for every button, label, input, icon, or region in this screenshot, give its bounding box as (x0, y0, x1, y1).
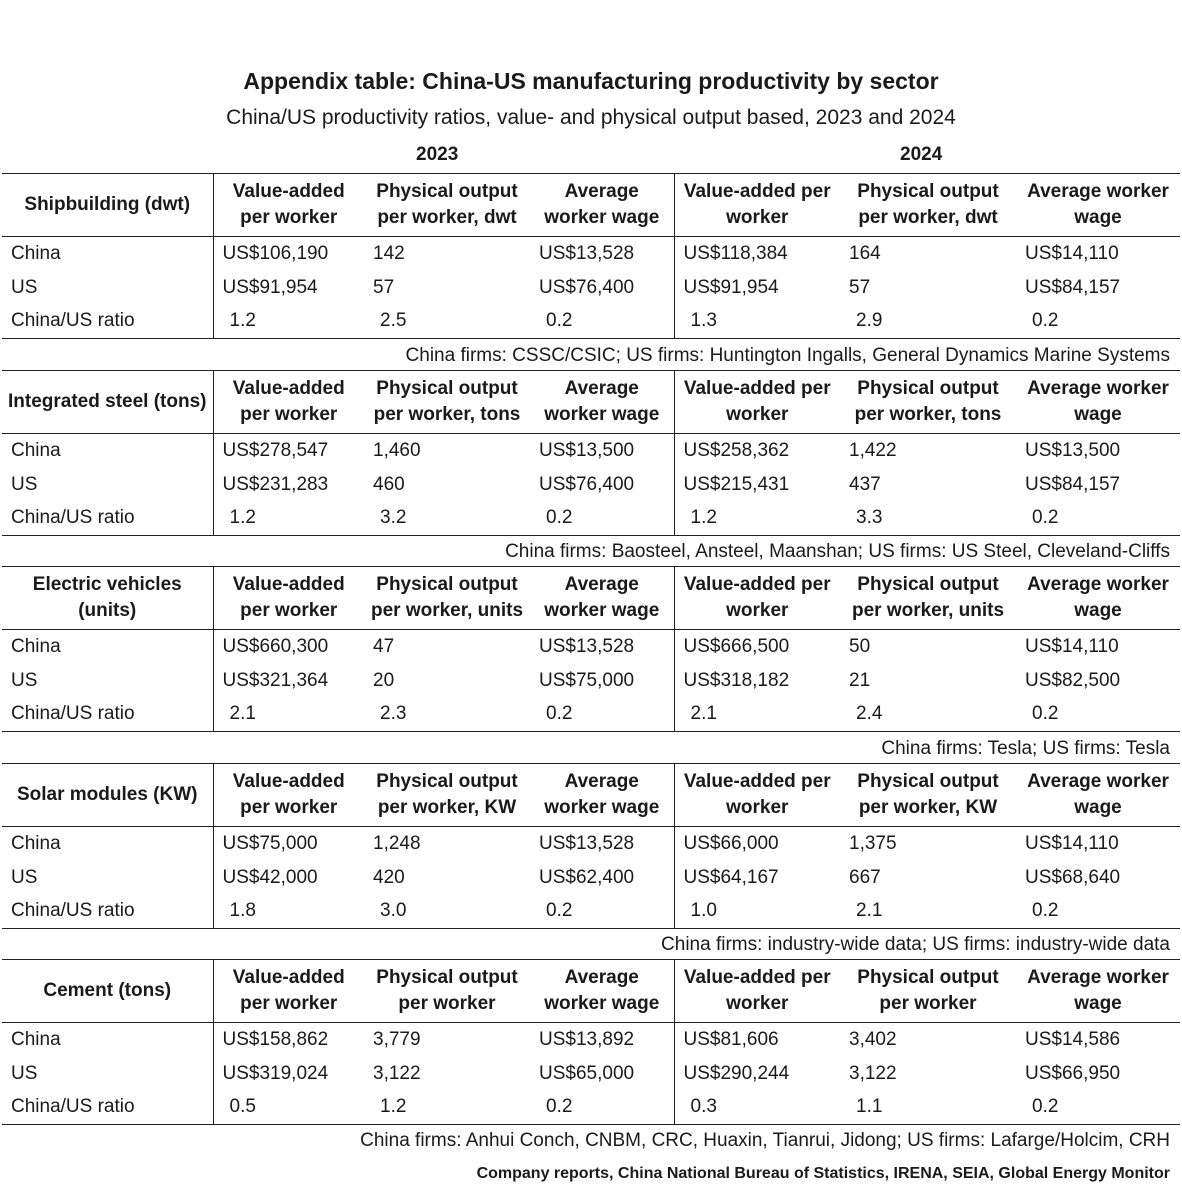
table-row (2, 271, 1180, 305)
table-cell: US$321,364 (222, 669, 329, 691)
row-label: US (2, 664, 213, 698)
column-header: Value-added per worker (213, 174, 364, 237)
header-row (2, 960, 1180, 1023)
column-header: Physical output per worker, tons (840, 371, 1016, 434)
table-cell: 3,122 (849, 1062, 897, 1084)
source-note: Company reports, China National Bureau of Statistics, IRENA, SEIA, Global Energy Monitor (476, 1165, 1170, 1182)
column-header: Physical output per worker, KW (840, 764, 1016, 827)
table-cell: 0.2 (530, 502, 674, 536)
table-cell: US$84,157 (1025, 276, 1121, 298)
table-cell: US$290,244 (683, 1062, 790, 1084)
table-cell: 0.5 (213, 1091, 364, 1125)
column-header: Value-added per worker (213, 567, 364, 630)
table-cell: US$75,000 (530, 664, 674, 698)
row-label: US (2, 468, 213, 502)
table-cell: 420 (373, 866, 405, 888)
table-cell: 1,460 (373, 439, 421, 461)
page-title: Appendix table: China-US manufacturing productivity by sector (243, 68, 939, 94)
table-row (2, 630, 1180, 664)
column-header: Value-added per worker (213, 764, 364, 827)
table-cell: 1.2 (213, 502, 364, 536)
table-cell: 1,248 (373, 832, 421, 854)
table-cell: US$84,157 (1025, 473, 1121, 495)
firms-note: China firms: Tesla; US firms: Tesla (881, 738, 1170, 759)
table-cell: US$13,528 (530, 630, 674, 664)
table-cell: US$66,000 (683, 832, 779, 854)
table-cell: 57 (373, 276, 395, 298)
table-cell: US$65,000 (530, 1057, 674, 1091)
table-cell: 0.2 (1016, 502, 1180, 536)
table-row (2, 861, 1180, 895)
table-cell: 1.3 (674, 305, 840, 339)
table-row (2, 1023, 1180, 1057)
table-cell: US$106,190 (222, 242, 329, 264)
sector-name: Electric vehicles (units) (2, 567, 213, 630)
table-row (2, 895, 1180, 929)
table-cell: US$91,954 (222, 276, 318, 298)
table-cell: 0.2 (1016, 698, 1180, 732)
column-header: Physical output per worker, dwt (364, 174, 530, 237)
table-cell: 3.0 (364, 895, 530, 929)
table-cell: US$68,640 (1025, 866, 1121, 888)
table-cell: US$13,500 (1025, 439, 1121, 461)
table-cell: 667 (849, 866, 881, 888)
table-row (2, 1091, 1180, 1125)
table-cell: US$13,528 (530, 827, 674, 861)
sector-table (2, 370, 1180, 536)
column-header: Physical output per worker, units (364, 567, 530, 630)
column-header: Physical output per worker, tons (364, 371, 530, 434)
row-label: US (2, 861, 213, 895)
column-header: Value-added per worker (674, 764, 840, 827)
table-cell: US$14,586 (1025, 1028, 1121, 1050)
table-cell: US$82,500 (1025, 669, 1121, 691)
table-cell: 3.2 (364, 502, 530, 536)
table-cell: 2.1 (674, 698, 840, 732)
table-cell: 1.1 (840, 1091, 1016, 1125)
header-row (2, 567, 1180, 630)
table-cell: 1.2 (213, 305, 364, 339)
table-row (2, 1057, 1180, 1091)
table-cell: 0.3 (674, 1091, 840, 1125)
table-cell: US$62,400 (530, 861, 674, 895)
table-cell: US$13,500 (530, 434, 674, 468)
table-cell: US$14,110 (1025, 242, 1119, 264)
table-row (2, 664, 1180, 698)
row-label: US (2, 1057, 213, 1091)
page-subtitle: China/US productivity ratios, value- and physical output based, 2023 and 2024 (226, 106, 956, 129)
sector-table (2, 566, 1180, 732)
table-cell: 2.9 (840, 305, 1016, 339)
table-row (2, 305, 1180, 339)
column-header: Value-added per worker (674, 174, 840, 237)
table-cell: US$76,400 (530, 271, 674, 305)
table-cell: US$258,362 (683, 439, 790, 461)
table-cell: US$14,110 (1025, 635, 1119, 657)
sector-name: Solar modules (KW) (2, 764, 213, 827)
header-row (2, 764, 1180, 827)
year-2023-header: 2023 (416, 144, 459, 165)
row-label: China/US ratio (2, 305, 213, 339)
table-row (2, 237, 1180, 271)
table-row (2, 434, 1180, 468)
header-row (2, 371, 1180, 434)
firms-note: China firms: industry-wide data; US firms: industry-wide data (661, 934, 1170, 955)
column-header: Physical output per worker, units (840, 567, 1016, 630)
table-cell: US$91,954 (683, 276, 779, 298)
table-cell: 3,779 (373, 1028, 421, 1050)
table-cell: US$42,000 (222, 866, 318, 888)
row-label: China/US ratio (2, 698, 213, 732)
table-cell: US$278,547 (222, 439, 329, 461)
table-cell: US$318,182 (683, 669, 790, 691)
table-cell: 0.2 (1016, 895, 1180, 929)
table-cell: US$64,167 (683, 866, 779, 888)
table-cell: 3,122 (373, 1062, 421, 1084)
column-header: Average worker wage (530, 371, 674, 434)
firms-note: China firms: Anhui Conch, CNBM, CRC, Huaxin, Tianrui, Jidong; US firms: Lafarge/Holcim, CRH (360, 1130, 1170, 1151)
table-cell: 460 (373, 473, 405, 495)
sector-name: Shipbuilding (dwt) (2, 174, 213, 237)
column-header: Physical output per worker (840, 960, 1016, 1023)
row-label: China (2, 1023, 213, 1057)
column-header: Value-added per worker (213, 371, 364, 434)
table-cell: 1,375 (849, 832, 897, 854)
row-label: China/US ratio (2, 895, 213, 929)
firms-note: China firms: CSSC/CSIC; US firms: Huntington Ingalls, General Dynamics Marine Systems (405, 345, 1170, 366)
column-header: Average worker wage (530, 174, 674, 237)
table-cell: US$13,528 (530, 237, 674, 271)
table-row (2, 468, 1180, 502)
column-header: Physical output per worker, dwt (840, 174, 1016, 237)
column-header: Average worker wage (1016, 567, 1180, 630)
row-label: China (2, 827, 213, 861)
table-cell: US$76,400 (530, 468, 674, 502)
sector-name: Cement (tons) (2, 960, 213, 1023)
sector-table (2, 959, 1180, 1125)
row-label: China/US ratio (2, 1091, 213, 1125)
table-cell: US$319,024 (222, 1062, 329, 1084)
table-cell: 0.2 (1016, 1091, 1180, 1125)
table-cell: US$75,000 (222, 832, 318, 854)
column-header: Physical output per worker, KW (364, 764, 530, 827)
table-cell: 57 (849, 276, 871, 298)
table-cell: US$231,283 (222, 473, 329, 495)
table-cell: 0.2 (530, 698, 674, 732)
year-2024-header: 2024 (900, 144, 943, 165)
table-cell: 1.2 (364, 1091, 530, 1125)
table-cell: US$215,431 (683, 473, 790, 495)
table-cell: US$666,500 (683, 635, 790, 657)
column-header: Physical output per worker (364, 960, 530, 1023)
table-cell: US$158,862 (222, 1028, 329, 1050)
table-cell: US$660,300 (222, 635, 329, 657)
sector-name: Integrated steel (tons) (2, 371, 213, 434)
table-cell: 1.2 (674, 502, 840, 536)
table-cell: US$66,950 (1025, 1062, 1121, 1084)
table-row (2, 502, 1180, 536)
sector-table (2, 173, 1180, 339)
header-row (2, 174, 1180, 237)
table-cell: 47 (373, 635, 395, 657)
table-cell: 0.2 (530, 305, 674, 339)
column-header: Average worker wage (530, 567, 674, 630)
column-header: Value-added per worker (674, 371, 840, 434)
table-cell: US$118,384 (683, 242, 788, 264)
table-cell: 0.2 (530, 1091, 674, 1125)
table-cell: 20 (373, 669, 395, 691)
row-label: US (2, 271, 213, 305)
firms-note: China firms: Baosteel, Ansteel, Maanshan; US firms: US Steel, Cleveland-Cliffs (505, 541, 1170, 562)
table-cell: US$13,892 (530, 1023, 674, 1057)
column-header: Average worker wage (530, 960, 674, 1023)
table-cell: 2.3 (364, 698, 530, 732)
table-cell: 1.8 (213, 895, 364, 929)
table-row (2, 827, 1180, 861)
table-cell: US$14,110 (1025, 832, 1119, 854)
column-header: Average worker wage (530, 764, 674, 827)
row-label: China (2, 237, 213, 271)
column-header: Value-added per worker (213, 960, 364, 1023)
table-cell: US$81,606 (683, 1028, 779, 1050)
column-header: Average worker wage (1016, 371, 1180, 434)
table-cell: 437 (849, 473, 881, 495)
table-cell: 1,422 (849, 439, 897, 461)
table-cell: 1.0 (674, 895, 840, 929)
table-cell: 50 (849, 635, 871, 657)
table-cell: 2.4 (840, 698, 1016, 732)
table-cell: 21 (849, 669, 871, 691)
table-row (2, 698, 1180, 732)
table-cell: 2.1 (840, 895, 1016, 929)
table-cell: 142 (373, 242, 405, 264)
table-cell: 2.1 (213, 698, 364, 732)
table-cell: 3,402 (849, 1028, 897, 1050)
table-cell: 0.2 (530, 895, 674, 929)
column-header: Value-added per worker (674, 960, 840, 1023)
column-header: Average worker wage (1016, 764, 1180, 827)
row-label: China (2, 630, 213, 664)
table-cell: 3.3 (840, 502, 1016, 536)
table-cell: 164 (849, 242, 881, 264)
column-header: Value-added per worker (674, 567, 840, 630)
column-header: Average worker wage (1016, 960, 1180, 1023)
table-cell: 0.2 (1016, 305, 1180, 339)
row-label: China/US ratio (2, 502, 213, 536)
column-header: Average worker wage (1016, 174, 1180, 237)
sector-table (2, 763, 1180, 929)
table-cell: 2.5 (364, 305, 530, 339)
row-label: China (2, 434, 213, 468)
